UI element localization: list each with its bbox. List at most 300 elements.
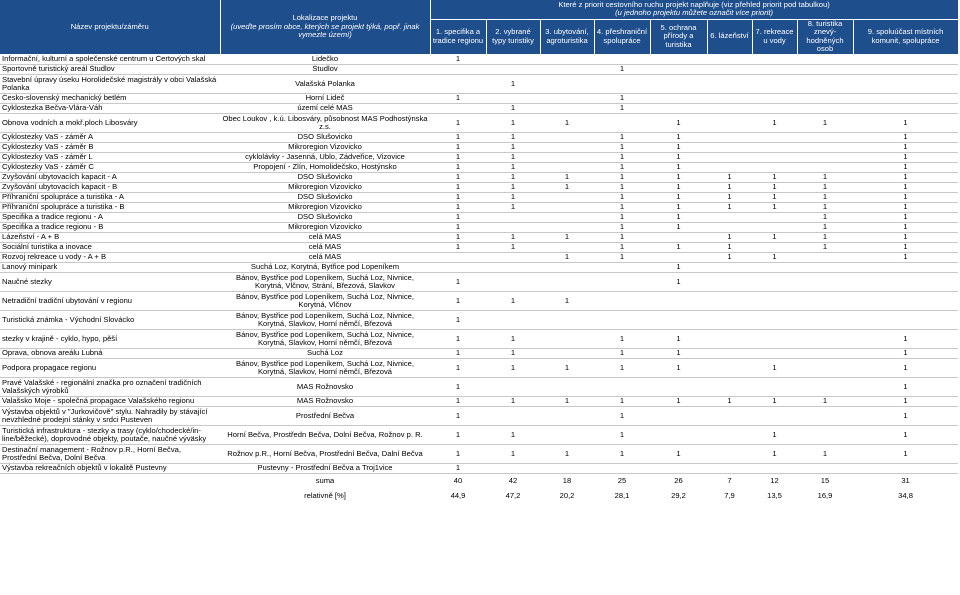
priority-7-cell [752, 162, 797, 172]
relative-value-5: 29,2 [671, 490, 686, 500]
localization-cell: DSO Slušovicko [220, 192, 430, 202]
localization-cell: Bánov, Bystřice pod Lopeníkem, Suchá Loz, Nivnice, Korytná, Slavkov, Horní němčí, Březová [220, 358, 430, 377]
priority-7-cell [752, 262, 797, 272]
priority-6-cell [707, 93, 752, 103]
project-name-cell: Informační, kulturní a společenské centrum u Čertových skal [0, 54, 220, 64]
priority-8-cell [797, 329, 853, 348]
priority-5-cell [650, 463, 707, 473]
priority-1-cell: 1 [430, 54, 486, 64]
project-name-cell: Oprava, obnova areálu Lubná [0, 348, 220, 358]
priority-3-cell [540, 192, 594, 202]
localization-cell: Rožnov p.R., Horní Bečva, Prostřední Bečva, Dalní Bečva [220, 444, 430, 463]
priority-8-cell [797, 142, 853, 152]
table-row [0, 310, 958, 329]
priority-1-cell: 1 [430, 222, 486, 232]
table-row [0, 202, 958, 212]
priority-6-cell [707, 64, 752, 74]
priority-3-cell [540, 425, 594, 444]
priority-7-cell: 1 [752, 425, 797, 444]
priority-6-cell: 1 [707, 192, 752, 202]
priority-9-cell: 1 [853, 444, 958, 463]
priority-2-cell: 1 [486, 162, 540, 172]
priority-7-cell: 1 [752, 252, 797, 262]
priority-6-cell [707, 132, 752, 142]
project-name-cell: Cyklostezka Bečva-Vlára-Váh [0, 103, 220, 113]
project-name-cell: Příhraniční spolupráce a turistika - B [0, 202, 220, 212]
priority-4-cell: 1 [594, 202, 650, 212]
table-row [0, 93, 958, 103]
priority-8-cell [797, 93, 853, 103]
priority-2-cell: 1 [486, 242, 540, 252]
priority-2-cell [486, 212, 540, 222]
priority-1-cell: 1 [430, 152, 486, 162]
priority-3-cell: 1 [540, 232, 594, 242]
table-row [0, 242, 958, 252]
priority-1-cell: 1 [430, 329, 486, 348]
priority-8-cell [797, 252, 853, 262]
priority-2-cell: 1 [486, 291, 540, 310]
priority-4-cell: 1 [594, 425, 650, 444]
header-priority-3: 3. ubytování, agroturistika [540, 19, 594, 54]
sum-value-9: 31 [901, 475, 910, 485]
priority-1-cell [430, 74, 486, 93]
sum-value-8: 15 [820, 475, 830, 485]
priority-8-cell [797, 103, 853, 113]
priority-1-cell [430, 64, 486, 74]
priority-9-cell: 1 [853, 396, 958, 406]
table-row [0, 54, 958, 64]
table-row [0, 444, 958, 463]
priority-4-cell: 1 [594, 329, 650, 348]
priority-9-cell: 1 [853, 377, 958, 396]
priority-9-cell: 1 [853, 329, 958, 348]
table-row [0, 172, 958, 182]
priority-9-cell [853, 272, 958, 291]
priority-6-cell [707, 222, 752, 232]
sum-value-7: 12 [770, 475, 779, 485]
priority-4-cell: 1 [594, 396, 650, 406]
relative-label: relativně [%] [304, 490, 346, 500]
priority-4-cell: 1 [594, 64, 650, 74]
priority-7-cell: 1 [752, 172, 797, 182]
project-name-cell: Destinační management - Rožnov p.R., Horní Bečva, Prostřední Bečva, Dolní Bečva [0, 444, 220, 463]
priority-9-cell: 1 [853, 358, 958, 377]
priority-9-cell: 1 [853, 212, 958, 222]
priority-4-cell: 1 [594, 212, 650, 222]
priority-6-cell [707, 262, 752, 272]
priority-2-cell: 1 [486, 348, 540, 358]
empty-cell [0, 488, 220, 503]
priority-8-cell [797, 463, 853, 473]
project-name-cell: Obnova vodních a mokř.ploch Libosváry [0, 113, 220, 132]
priority-3-cell [540, 202, 594, 212]
priority-4-cell: 1 [594, 103, 650, 113]
priority-4-cell: 1 [594, 252, 650, 262]
header-priorities-title: Které z priorit cestovního ruchu projekt naplňuje (viz přehled priorit pod tabulkou) [558, 0, 830, 9]
priority-3-cell [540, 162, 594, 172]
priority-4-cell: 1 [594, 142, 650, 152]
localization-cell: Bánov, Bystřice pod Lopeníkem, Suchá Loz, Nivnice, Korytná, Vlčnov [220, 291, 430, 310]
priority-5-cell [650, 425, 707, 444]
project-name-cell: Výstavba objektů v "Jurkovičově" stylu. Nahradily by stávající nevzhledné prodejní stánky v srdci Pusteven [0, 406, 220, 425]
priority-9-cell: 1 [853, 152, 958, 162]
priority-7-cell: 1 [752, 192, 797, 202]
priority-9-cell [853, 64, 958, 74]
priority-7-cell [752, 377, 797, 396]
header-priority-6: 6. lázeňství [707, 19, 752, 54]
priority-2-cell: 1 [486, 444, 540, 463]
priority-2-cell: 1 [486, 358, 540, 377]
priority-8-cell: 1 [797, 222, 853, 232]
priority-7-cell [752, 291, 797, 310]
localization-cell: cyklolávky - Jasenná, Ublo, Zádveřice, Vizovice [220, 152, 430, 162]
table-row [0, 272, 958, 291]
priority-2-cell: 1 [486, 396, 540, 406]
priority-6-cell [707, 113, 752, 132]
priority-3-cell [540, 463, 594, 473]
priority-1-cell [430, 252, 486, 262]
priority-5-cell [650, 232, 707, 242]
priority-6-cell [707, 348, 752, 358]
priority-7-cell [752, 242, 797, 252]
localization-cell: MAS Rožnovsko [220, 396, 430, 406]
priority-2-cell: 1 [486, 142, 540, 152]
priority-1-cell: 1 [430, 202, 486, 212]
priority-5-cell: 1 [650, 142, 707, 152]
priority-2-cell: 1 [486, 202, 540, 212]
priority-7-cell: 1 [752, 182, 797, 192]
priority-4-cell: 1 [594, 162, 650, 172]
localization-cell: celá MAS [220, 232, 430, 242]
project-name-cell: Rozvoj rekreace u vody - A + B [0, 252, 220, 262]
priority-8-cell [797, 152, 853, 162]
header-priorities-note: (u jednoho projektu můžete označit více priorit) [615, 8, 773, 18]
priority-1-cell: 1 [430, 232, 486, 242]
sum-value-4: 25 [617, 475, 627, 485]
table-row [0, 182, 958, 192]
localization-cell: Suchá Loz, Korytná, Bytřice pod Lopeníkem [220, 262, 430, 272]
priority-2-cell: 1 [486, 74, 540, 93]
priority-1-cell: 1 [430, 406, 486, 425]
priority-9-cell [853, 54, 958, 64]
priority-3-cell: 1 [540, 396, 594, 406]
priority-5-cell: 1 [650, 329, 707, 348]
sum-value-1: 40 [453, 475, 463, 485]
priority-8-cell [797, 64, 853, 74]
project-name-cell: Valašsko Moje - společná propagace Valašského regionu [0, 396, 220, 406]
priority-4-cell [594, 262, 650, 272]
project-name-cell: Naučné stezky [0, 272, 220, 291]
priority-7-cell: 1 [752, 358, 797, 377]
priority-7-cell: 1 [752, 396, 797, 406]
priority-4-cell: 1 [594, 192, 650, 202]
priority-4-cell [594, 54, 650, 64]
priority-4-cell: 1 [594, 182, 650, 192]
priority-4-cell [594, 463, 650, 473]
priority-4-cell: 1 [594, 93, 650, 103]
localization-cell: Mikroregion Vizovicko [220, 222, 430, 232]
priority-9-cell: 1 [853, 232, 958, 242]
priority-4-cell: 1 [594, 132, 650, 142]
table-row [0, 425, 958, 444]
project-name-cell: Specifika a tradice regionu - B [0, 222, 220, 232]
priority-3-cell: 1 [540, 358, 594, 377]
priority-8-cell [797, 377, 853, 396]
priority-4-cell [594, 113, 650, 132]
priority-8-cell: 1 [797, 242, 853, 252]
priority-5-cell: 1 [650, 262, 707, 272]
priority-8-cell [797, 425, 853, 444]
priority-6-cell [707, 444, 752, 463]
table-row [0, 152, 958, 162]
priority-7-cell [752, 152, 797, 162]
priority-1-cell: 1 [430, 377, 486, 396]
priority-1-cell: 1 [430, 272, 486, 291]
localization-cell: Mikroregion Vizovicko [220, 202, 430, 212]
priority-4-cell: 1 [594, 406, 650, 425]
localization-cell: celá MAS [220, 242, 430, 252]
priority-1-cell: 1 [430, 182, 486, 192]
priority-5-cell: 1 [650, 113, 707, 132]
priority-3-cell [540, 212, 594, 222]
header-localization-title: Lokalizace projektu [292, 13, 358, 22]
table-row [0, 463, 958, 473]
table-body [0, 54, 958, 503]
header-priority-2: 2. vybrané typy turistiky [486, 19, 540, 54]
priority-3-cell [540, 103, 594, 113]
priority-9-cell [853, 310, 958, 329]
priority-7-cell [752, 329, 797, 348]
table-row [0, 113, 958, 132]
priority-6-cell [707, 212, 752, 222]
header-priority-9: 9. spoluúčast místních komunit, spolupráce [853, 19, 958, 54]
priority-2-cell [486, 310, 540, 329]
priority-9-cell: 1 [853, 182, 958, 192]
priority-3-cell [540, 54, 594, 64]
priority-1-cell: 1 [430, 242, 486, 252]
priority-5-cell: 1 [650, 348, 707, 358]
localization-cell: Pustevny - Prostřední Bečva a Troj1vice [220, 463, 430, 473]
priority-3-cell [540, 152, 594, 162]
project-name-cell: Stavební úpravy úseku Horolidečské magistrály v obci Valašská Polanka [0, 74, 220, 93]
priority-4-cell: 1 [594, 152, 650, 162]
priority-7-cell [752, 310, 797, 329]
priority-2-cell: 1 [486, 152, 540, 162]
priority-9-cell [853, 262, 958, 272]
localization-cell: Horní Bečva, Prostředn Bečva, Dolní Bečva, Rožnov p. R. [220, 425, 430, 444]
priority-6-cell [707, 425, 752, 444]
priority-8-cell [797, 74, 853, 93]
localization-cell: MAS Rožnovsko [220, 377, 430, 396]
priority-2-cell [486, 54, 540, 64]
priority-8-cell [797, 272, 853, 291]
priority-3-cell [540, 132, 594, 142]
priority-5-cell: 1 [650, 182, 707, 192]
priority-3-cell [540, 242, 594, 252]
priority-4-cell [594, 377, 650, 396]
priority-5-cell: 1 [650, 242, 707, 252]
priority-5-cell [650, 93, 707, 103]
priority-6-cell [707, 406, 752, 425]
priority-8-cell [797, 348, 853, 358]
priority-8-cell: 1 [797, 192, 853, 202]
priority-1-cell: 1 [430, 172, 486, 182]
priority-7-cell: 1 [752, 444, 797, 463]
priority-6-cell [707, 74, 752, 93]
priority-7-cell [752, 103, 797, 113]
table-row [0, 162, 958, 172]
priority-4-cell [594, 74, 650, 93]
priority-9-cell: 1 [853, 252, 958, 262]
priority-7-cell [752, 64, 797, 74]
localization-cell: DSO Slušovicko [220, 172, 430, 182]
sum-label: suma [315, 475, 335, 485]
localization-cell: DSO Slušovicko [220, 132, 430, 142]
priority-6-cell [707, 142, 752, 152]
relative-row [0, 488, 958, 503]
project-name-cell: Specifika a tradice regionu - A [0, 212, 220, 222]
priority-3-cell: 1 [540, 252, 594, 262]
priority-8-cell: 1 [797, 444, 853, 463]
project-name-cell: stezky v krajině - cyklo, hypo, pěší [0, 329, 220, 348]
priority-1-cell: 1 [430, 310, 486, 329]
priority-2-cell [486, 377, 540, 396]
table-row [0, 396, 958, 406]
table-row [0, 252, 958, 262]
priority-3-cell: 1 [540, 291, 594, 310]
priority-3-cell [540, 329, 594, 348]
priority-3-cell [540, 222, 594, 232]
priority-6-cell: 1 [707, 202, 752, 212]
header-priority-8: 8. turistika znevý-hodněných osob [797, 19, 853, 54]
localization-cell: Suchá Loz [220, 348, 430, 358]
header-priority-5: 5. ochrana přírody a turistika [650, 19, 707, 54]
priority-4-cell: 1 [594, 348, 650, 358]
localization-cell: Prostřední Bečva [220, 406, 430, 425]
project-name-cell: Cyklostezky VaS - záměr A [0, 132, 220, 142]
priority-8-cell [797, 358, 853, 377]
localization-cell: Obec Loukov , k.ú. Libosváry, působnost MAS Podhostýnska z.s. [220, 113, 430, 132]
table-header [0, 0, 958, 54]
totals-row [0, 473, 958, 488]
localization-cell: Valašská Polanka [220, 74, 430, 93]
priority-2-cell: 1 [486, 192, 540, 202]
project-name-cell: Podpora propagace regionu [0, 358, 220, 377]
priority-1-cell: 1 [430, 396, 486, 406]
priority-8-cell [797, 132, 853, 142]
sum-value-5: 26 [674, 475, 683, 485]
priority-1-cell: 1 [430, 291, 486, 310]
priority-4-cell [594, 310, 650, 329]
relative-value-6: 7,9 [724, 490, 735, 500]
priority-3-cell: 1 [540, 182, 594, 192]
priority-8-cell: 1 [797, 172, 853, 182]
relative-value-2: 47,2 [505, 490, 521, 500]
header-priorities [430, 0, 958, 19]
priority-1-cell: 1 [430, 425, 486, 444]
priority-2-cell: 1 [486, 182, 540, 192]
localization-cell: Horní Lideč [220, 93, 430, 103]
priority-2-cell [486, 93, 540, 103]
priority-2-cell: 1 [486, 113, 540, 132]
project-name-cell: Sociální turistika a inovace [0, 242, 220, 252]
localization-cell: Bánov, Bystřice pod Lopeníkem, Suchá Loz, Nivnice, Korytná, Slavkov, Horní němčí, Březová [220, 310, 430, 329]
priority-4-cell [594, 272, 650, 291]
priority-4-cell: 1 [594, 242, 650, 252]
priority-9-cell [853, 103, 958, 113]
localization-cell: Mikroregion Vizovicko [220, 142, 430, 152]
priority-5-cell: 1 [650, 396, 707, 406]
table-row [0, 192, 958, 202]
priority-7-cell [752, 406, 797, 425]
table-row [0, 142, 958, 152]
priority-9-cell: 1 [853, 172, 958, 182]
priority-6-cell: 1 [707, 396, 752, 406]
project-name-cell: Cyklostezky VaS - záměr B [0, 142, 220, 152]
priority-9-cell: 1 [853, 113, 958, 132]
localization-cell: DSO Slušovicko [220, 212, 430, 222]
header-localization [220, 0, 430, 54]
priority-7-cell: 1 [752, 202, 797, 212]
project-name-cell: Zvyšování ubytovacích kapacit - A [0, 172, 220, 182]
table-row [0, 64, 958, 74]
priority-2-cell [486, 252, 540, 262]
priority-3-cell [540, 348, 594, 358]
project-name-cell: Cyklostezky VaS - záměr C [0, 162, 220, 172]
priority-7-cell [752, 212, 797, 222]
priority-3-cell [540, 142, 594, 152]
table-row [0, 329, 958, 348]
priority-5-cell [650, 406, 707, 425]
priority-1-cell: 1 [430, 212, 486, 222]
priority-2-cell: 1 [486, 425, 540, 444]
relative-value-7: 13,5 [767, 490, 782, 500]
relative-value-3: 20,2 [559, 490, 575, 500]
priority-8-cell: 1 [797, 182, 853, 192]
priority-8-cell [797, 162, 853, 172]
priority-6-cell [707, 162, 752, 172]
priority-1-cell: 1 [430, 113, 486, 132]
header-localization-note: (uveďte prosím obce, kterých se projekt týká, popř. jinak vymezte území) [230, 21, 420, 39]
header-priority-1: 1. specifika a tradice regionu [430, 19, 486, 54]
priority-9-cell: 1 [853, 425, 958, 444]
header-project-name: Název projektu/záměru [0, 0, 220, 54]
priority-5-cell: 1 [650, 444, 707, 463]
priority-5-cell [650, 310, 707, 329]
priority-6-cell: 1 [707, 172, 752, 182]
priority-4-cell: 1 [594, 222, 650, 232]
sum-value-2: 42 [508, 475, 518, 485]
project-name-cell: Turistická známka - Východní Slovácko [0, 310, 220, 329]
relative-value-4: 28,1 [614, 490, 630, 500]
priority-2-cell [486, 222, 540, 232]
priority-7-cell [752, 272, 797, 291]
priority-7-cell [752, 222, 797, 232]
project-name-cell: Cyklostezky VaS - záměr L [0, 152, 220, 162]
priority-9-cell [853, 74, 958, 93]
priority-1-cell: 1 [430, 93, 486, 103]
priority-2-cell [486, 262, 540, 272]
priority-9-cell: 1 [853, 406, 958, 425]
priority-1-cell: 1 [430, 444, 486, 463]
table-row [0, 406, 958, 425]
table-row [0, 348, 958, 358]
empty-cell [0, 473, 220, 488]
priority-2-cell: 1 [486, 132, 540, 142]
project-name-cell: Příhraniční spolupráce a turistika - A [0, 192, 220, 202]
relative-value-9: 34,8 [898, 490, 913, 500]
priority-6-cell [707, 377, 752, 396]
